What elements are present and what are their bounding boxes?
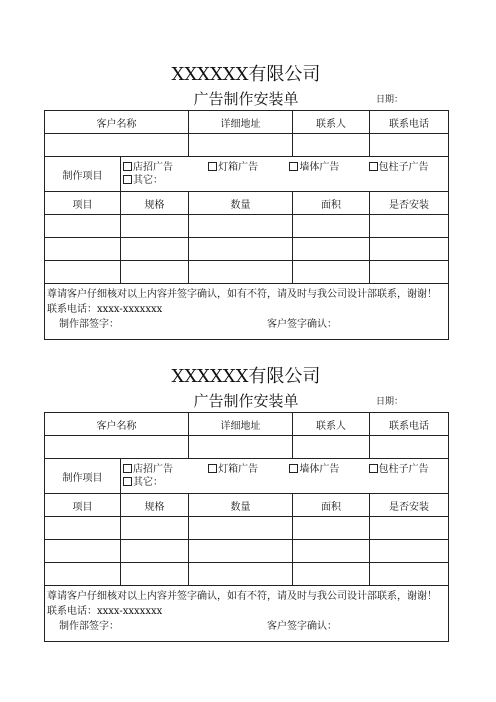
option-other[interactable]: 其它： bbox=[123, 174, 163, 187]
customer-signature-label: 客户签字确认： bbox=[267, 621, 337, 632]
project-label: 制作项目 bbox=[45, 157, 121, 192]
area-cell[interactable] bbox=[293, 261, 370, 284]
project-options bbox=[121, 157, 449, 192]
quantity-cell[interactable] bbox=[189, 540, 293, 563]
item-header-row bbox=[45, 494, 449, 517]
header-spec: 规格 bbox=[121, 192, 189, 215]
note-row bbox=[45, 586, 449, 642]
checkbox-icon bbox=[289, 162, 298, 171]
header-contact: 联系人 bbox=[293, 413, 370, 436]
item-row bbox=[45, 215, 449, 238]
item-row bbox=[45, 238, 449, 261]
header-spec: 规格 bbox=[121, 494, 189, 517]
area-cell[interactable] bbox=[293, 540, 370, 563]
customer-input-row bbox=[45, 134, 449, 157]
item-cell[interactable] bbox=[45, 261, 121, 284]
header-phone: 联系电话 bbox=[370, 111, 449, 134]
checkbox-icon bbox=[208, 464, 217, 473]
area-cell[interactable] bbox=[293, 215, 370, 238]
quantity-cell[interactable] bbox=[189, 215, 293, 238]
project-options bbox=[121, 459, 449, 494]
address-field[interactable] bbox=[189, 134, 293, 157]
project-row bbox=[45, 459, 449, 494]
header-quantity: 数量 bbox=[189, 494, 293, 517]
phone-field[interactable] bbox=[370, 436, 449, 459]
header-address: 详细地址 bbox=[189, 413, 293, 436]
customer-signature-label: 客户签字确认： bbox=[267, 319, 337, 330]
quantity-cell[interactable] bbox=[189, 563, 293, 586]
note-cell bbox=[45, 586, 449, 642]
form-title: 广告制作安装单 bbox=[193, 392, 299, 410]
quantity-cell[interactable] bbox=[189, 238, 293, 261]
order-form-2 bbox=[44, 366, 448, 642]
form-title-row bbox=[44, 390, 448, 412]
header-row bbox=[45, 111, 449, 134]
install-cell[interactable] bbox=[370, 517, 449, 540]
checkbox-icon bbox=[208, 162, 217, 171]
spec-cell[interactable] bbox=[121, 261, 189, 284]
header-item: 项目 bbox=[45, 192, 121, 215]
note-cell bbox=[45, 284, 449, 340]
header-customer-name: 客户名称 bbox=[45, 111, 189, 134]
header-customer-name: 客户名称 bbox=[45, 413, 189, 436]
area-cell[interactable] bbox=[293, 238, 370, 261]
checkbox-icon bbox=[369, 162, 378, 171]
item-cell[interactable] bbox=[45, 540, 121, 563]
header-quantity: 数量 bbox=[189, 192, 293, 215]
option-pillar[interactable]: 包柱子广告 bbox=[369, 161, 429, 174]
note-text: 尊请客户仔细核对以上内容并签字确认，如有不符，请及时与我公司设计部联系，谢谢！联系电话：xxxx-xxxxxxx bbox=[47, 289, 437, 315]
option-lightbox[interactable]: 灯箱广告 bbox=[208, 161, 286, 174]
customer-input-row bbox=[45, 436, 449, 459]
item-cell[interactable] bbox=[45, 215, 121, 238]
checkbox-icon bbox=[123, 175, 132, 184]
area-cell[interactable] bbox=[293, 517, 370, 540]
address-field[interactable] bbox=[189, 436, 293, 459]
item-row bbox=[45, 563, 449, 586]
note-text: 尊请客户仔细核对以上内容并签字确认，如有不符，请及时与我公司设计部联系，谢谢！联系电话：xxxx-xxxxxxx bbox=[47, 591, 437, 617]
date-label: 日期： bbox=[376, 397, 404, 407]
item-row bbox=[45, 540, 449, 563]
contact-field[interactable] bbox=[293, 436, 370, 459]
quantity-cell[interactable] bbox=[189, 261, 293, 284]
item-cell[interactable] bbox=[45, 517, 121, 540]
form-title-row bbox=[44, 88, 448, 110]
header-install: 是否安装 bbox=[370, 192, 449, 215]
spec-cell[interactable] bbox=[121, 540, 189, 563]
option-wall[interactable]: 墙体广告 bbox=[289, 463, 365, 476]
option-pillar[interactable]: 包柱子广告 bbox=[369, 463, 429, 476]
signature-line bbox=[47, 619, 446, 634]
install-cell[interactable] bbox=[370, 261, 449, 284]
company-name: XXXXXX有限公司 bbox=[171, 64, 321, 85]
checkbox-icon bbox=[123, 162, 132, 171]
option-storefront[interactable]: 店招广告 bbox=[123, 161, 205, 174]
order-table bbox=[44, 110, 449, 340]
spec-cell[interactable] bbox=[121, 517, 189, 540]
option-storefront[interactable]: 店招广告 bbox=[123, 463, 205, 476]
header-address: 详细地址 bbox=[189, 111, 293, 134]
form-title: 广告制作安装单 bbox=[193, 90, 299, 108]
install-cell[interactable] bbox=[370, 563, 449, 586]
customer-name-field[interactable] bbox=[45, 436, 189, 459]
spec-cell[interactable] bbox=[121, 215, 189, 238]
area-cell[interactable] bbox=[293, 563, 370, 586]
date-label: 日期： bbox=[376, 95, 404, 105]
item-cell[interactable] bbox=[45, 238, 121, 261]
item-row bbox=[45, 261, 449, 284]
install-cell[interactable] bbox=[370, 215, 449, 238]
header-contact: 联系人 bbox=[293, 111, 370, 134]
header-item: 项目 bbox=[45, 494, 121, 517]
spec-cell[interactable] bbox=[121, 563, 189, 586]
customer-name-field[interactable] bbox=[45, 134, 189, 157]
order-table bbox=[44, 412, 449, 642]
header-row bbox=[45, 413, 449, 436]
option-other[interactable]: 其它： bbox=[123, 476, 163, 489]
header-install: 是否安装 bbox=[370, 494, 449, 517]
header-phone: 联系电话 bbox=[370, 413, 449, 436]
option-wall[interactable]: 墙体广告 bbox=[289, 161, 365, 174]
header-area: 面积 bbox=[293, 494, 370, 517]
order-form-1 bbox=[44, 64, 448, 340]
contact-field[interactable] bbox=[293, 134, 370, 157]
phone-field[interactable] bbox=[370, 134, 449, 157]
item-cell[interactable] bbox=[45, 563, 121, 586]
project-label: 制作项目 bbox=[45, 459, 121, 494]
dept-signature-label: 制作部签字： bbox=[59, 621, 119, 632]
item-header-row bbox=[45, 192, 449, 215]
dept-signature-label: 制作部签字： bbox=[59, 319, 119, 330]
item-row bbox=[45, 517, 449, 540]
header-area: 面积 bbox=[293, 192, 370, 215]
checkbox-icon bbox=[289, 464, 298, 473]
checkbox-icon bbox=[123, 464, 132, 473]
spec-cell[interactable] bbox=[121, 238, 189, 261]
note-row bbox=[45, 284, 449, 340]
checkbox-icon bbox=[369, 464, 378, 473]
quantity-cell[interactable] bbox=[189, 517, 293, 540]
checkbox-icon bbox=[123, 477, 132, 486]
install-cell[interactable] bbox=[370, 540, 449, 563]
option-lightbox[interactable]: 灯箱广告 bbox=[208, 463, 286, 476]
project-row bbox=[45, 157, 449, 192]
signature-line bbox=[47, 317, 446, 332]
install-cell[interactable] bbox=[370, 238, 449, 261]
company-name: XXXXXX有限公司 bbox=[171, 366, 321, 387]
